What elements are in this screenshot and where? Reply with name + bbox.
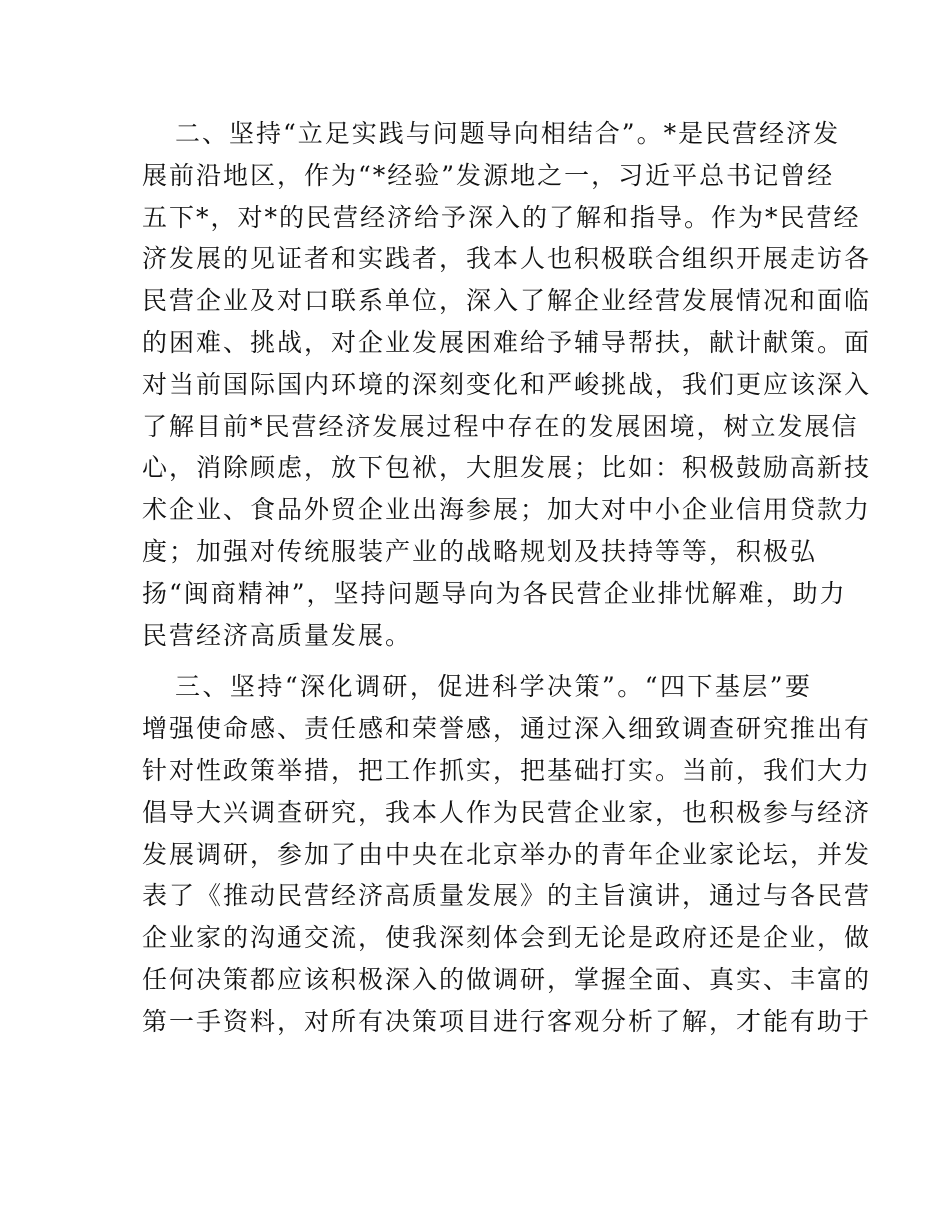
paragraph-line: 增强使命感、责任感和荣誉感，通过深入细致调查研究推出有 (142, 714, 872, 744)
paragraph-line: 了解目前*民营经济发展过程中存在的发展困境，树立发展信 (142, 411, 859, 441)
paragraph-line: 五下*，对*的民营经济给予深入的了解和指导。作为*民营经 (142, 202, 861, 232)
paragraph-line: 心，消除顾虑，放下包袱，大胆发展；比如：积极鼓励高新技 (142, 453, 872, 483)
paragraph-line: 三、坚持“深化调研，促进科学决策”。“四下基层”要 (175, 672, 812, 702)
paragraph-line: 扬“闽商精神”，坚持问题导向为各民营企业排忧解难，助力 (142, 578, 847, 608)
paragraph-line: 济发展的见证者和实践者，我本人也积极联合组织开展走访各 (142, 244, 872, 274)
paragraph-line: 企业家的沟通交流，使我深刻体会到无论是政府还是企业，做 (142, 923, 872, 953)
paragraph-line: 表了《推动民营经济高质量发展》的主旨演讲，通过与各民营 (142, 881, 872, 911)
document-body (142, 113, 872, 1043)
paragraph-line: 发展调研，参加了由中央在北京举办的青年企业家论坛，并发 (142, 839, 872, 869)
paragraph-three (142, 666, 872, 1042)
paragraph-line: 倡导大兴调查研究，我本人作为民营企业家，也积极参与经济 (142, 797, 872, 827)
paragraph-line: 针对性政策举措，把工作抓实，把基础打实。当前，我们大力 (142, 755, 872, 785)
paragraph-line: 的困难、挑战，对企业发展困难给予辅导帮扶，献计献策。面 (142, 327, 872, 357)
paragraph-line: 第一手资料，对所有决策项目进行客观分析了解，才能有助于 (142, 1006, 872, 1036)
paragraph-line: 二、坚持“立足实践与问题导向相结合”。*是民营经济发 (175, 119, 841, 148)
paragraph-line: 展前沿地区，作为“*经验”发源地之一，习近平总书记曾经 (142, 160, 835, 190)
paragraph-line: 民营企业及对口联系单位，深入了解企业经营发展情况和面临 (142, 286, 872, 316)
paragraph-line: 任何决策都应该积极深入的做调研，掌握全面、真实、丰富的 (142, 964, 872, 994)
paragraph-line: 术企业、食品外贸企业出海参展；加大对中小企业信用贷款力 (142, 495, 872, 525)
paragraph-line: 度；加强对传统服装产业的战略规划及扶持等等，积极弘 (142, 536, 818, 566)
paragraph-two (142, 113, 872, 656)
paragraph-line: 对当前国际国内环境的深刻变化和严峻挑战，我们更应该深入 (142, 369, 872, 399)
paragraph-line: 民营经济高质量发展。 (142, 620, 413, 650)
